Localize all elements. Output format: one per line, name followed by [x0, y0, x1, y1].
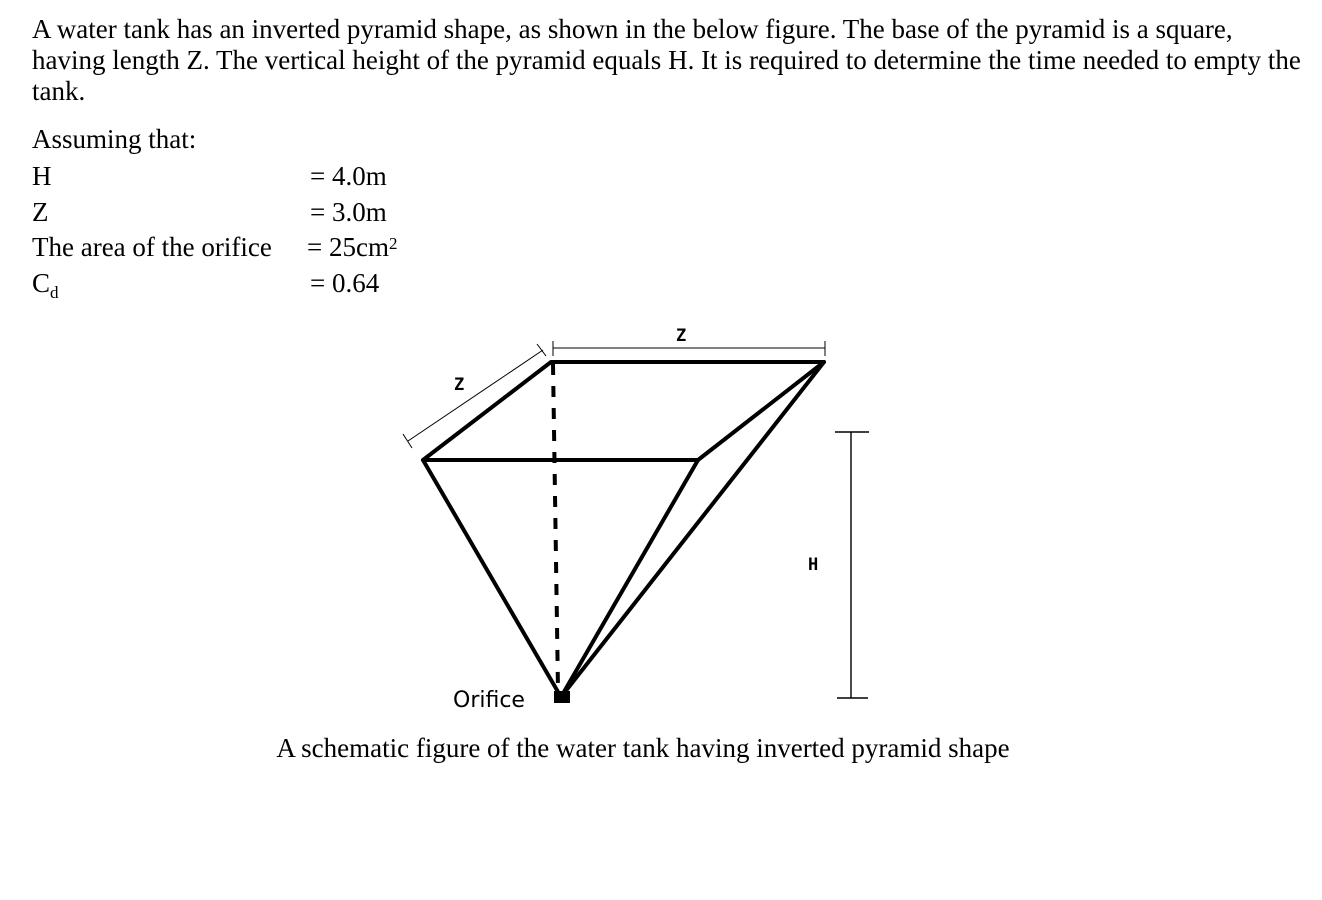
given-area-value: = 25cm	[307, 232, 389, 262]
given-cd-label-main: C	[32, 268, 51, 298]
orifice-marker	[554, 691, 570, 703]
given-z-value: = 3.0m	[310, 197, 387, 227]
given-area-exponent: 2	[388, 234, 398, 253]
h-dimension	[835, 432, 869, 698]
given-cd-label-sub: d	[50, 283, 59, 302]
pyramid-edges	[423, 362, 824, 697]
edge-front-left	[423, 460, 561, 697]
given-h-label: H	[32, 161, 52, 191]
z-side-dimension	[403, 344, 546, 448]
edge-front-right	[561, 460, 698, 697]
z-top-dimension	[553, 341, 825, 356]
orifice-label: Orifice	[453, 688, 525, 713]
h-label: H	[808, 555, 819, 575]
edge-back-right	[561, 362, 824, 697]
figure-caption-text: A schematic figure of the water tank having inverted pyramid shape	[276, 733, 1010, 763]
given-h-value: = 4.0m	[310, 161, 387, 191]
assuming-heading: Assuming that:	[32, 124, 197, 154]
problem-statement: A water tank has an inverted pyramid shape, as shown in the below figure. The base of the pyramid is a square, having length Z. The vertical height of the pyramid equals H. It is required to determine the time needed to empty the tank.	[32, 14, 1301, 106]
z-side-label: Z	[454, 375, 465, 395]
given-cd-value: = 0.64	[310, 268, 380, 298]
centre-height-line	[553, 364, 558, 690]
tank-top-face	[423, 362, 824, 460]
given-z-label: Z	[32, 197, 49, 227]
given-area-label: The area of the orifice	[32, 232, 272, 262]
z-top-label: Z	[676, 326, 687, 346]
figure-caption	[0, 733, 1322, 764]
